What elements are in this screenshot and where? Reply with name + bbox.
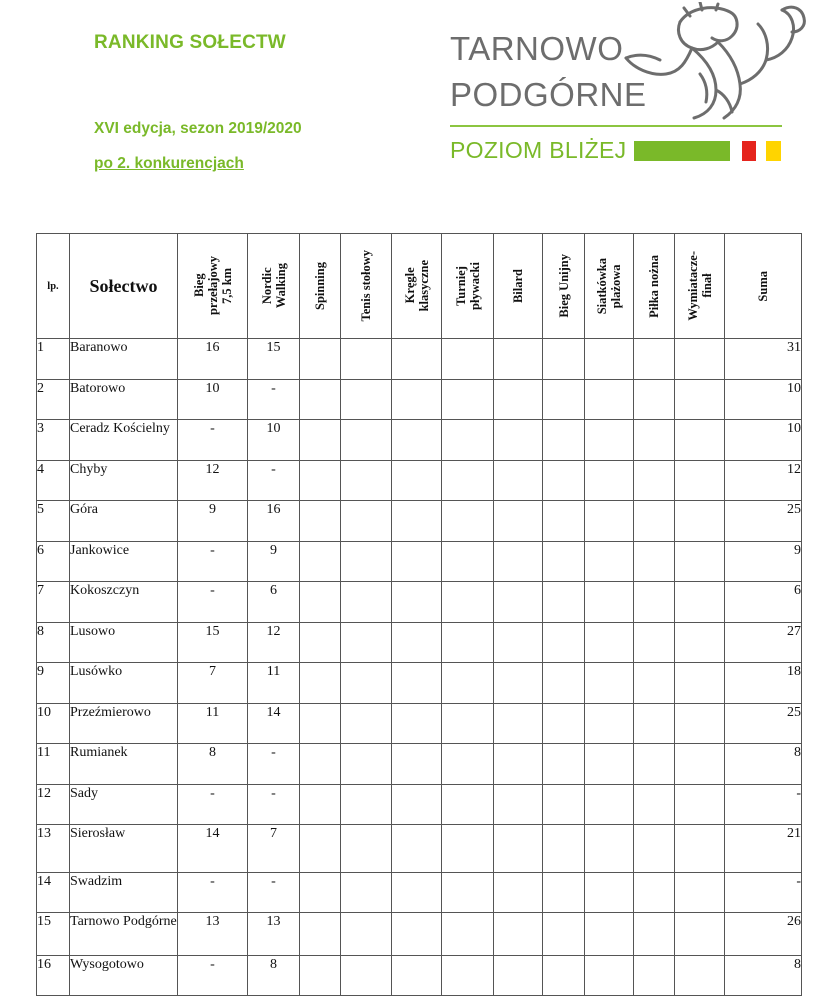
row-score: 15: [248, 339, 300, 380]
row-score: [675, 744, 725, 785]
header-event: Tenis stołowy: [341, 234, 392, 339]
row-score: 9: [248, 542, 300, 582]
row-score: [442, 913, 494, 956]
row-score: 10: [178, 380, 248, 420]
row-score: [675, 582, 725, 623]
row-score: [392, 420, 442, 461]
table-row: [37, 956, 802, 996]
row-sum: 27: [725, 623, 802, 663]
table-row: [37, 380, 802, 420]
row-score: [585, 339, 634, 380]
row-score: 7: [248, 825, 300, 873]
row-score: [442, 582, 494, 623]
logo-red-square: [742, 141, 756, 161]
header-event: Nordic Walking: [248, 234, 300, 339]
row-score: [494, 542, 543, 582]
row-score: [634, 461, 675, 501]
header-event: Siatkówka plażowa: [585, 234, 634, 339]
row-score: [543, 420, 585, 461]
table-row: [37, 744, 802, 785]
row-score: [341, 825, 392, 873]
row-score: [585, 825, 634, 873]
table-body: [37, 339, 802, 996]
row-solectwo: Batorowo: [70, 380, 178, 420]
header-event: Turniej pływacki: [442, 234, 494, 339]
row-score: [634, 542, 675, 582]
row-score: [543, 663, 585, 704]
row-score: 16: [248, 501, 300, 542]
row-solectwo: Sierosław: [70, 825, 178, 873]
row-score: [585, 501, 634, 542]
table-row: [37, 420, 802, 461]
table-row: [37, 704, 802, 744]
row-score: [543, 501, 585, 542]
row-score: [300, 663, 341, 704]
row-score: [494, 744, 543, 785]
row-score: [494, 582, 543, 623]
row-score: [634, 582, 675, 623]
row-score: [341, 873, 392, 913]
row-score: -: [248, 380, 300, 420]
row-sum: 18: [725, 663, 802, 704]
row-score: [392, 704, 442, 744]
row-score: [543, 704, 585, 744]
row-solectwo: Przeźmierowo: [70, 704, 178, 744]
row-score: [675, 380, 725, 420]
row-score: [675, 873, 725, 913]
row-lp: 16: [37, 956, 70, 996]
row-score: 12: [248, 623, 300, 663]
row-score: [585, 663, 634, 704]
row-sum: 25: [725, 501, 802, 542]
row-score: [300, 825, 341, 873]
logo-text-tarnowo: TARNOWO: [450, 30, 624, 67]
header-event: Wymiatacze- finał: [675, 234, 725, 339]
row-lp: 12: [37, 785, 70, 825]
row-score: [634, 663, 675, 704]
row-score: [634, 785, 675, 825]
row-score: [341, 785, 392, 825]
row-score: [634, 704, 675, 744]
row-score: [300, 461, 341, 501]
row-score: [392, 873, 442, 913]
row-score: [543, 461, 585, 501]
row-score: [494, 663, 543, 704]
logo-slogan: POZIOM BLIŻEJ: [450, 137, 627, 163]
logo-divider: [450, 125, 782, 127]
row-score: -: [248, 873, 300, 913]
row-score: [341, 339, 392, 380]
row-score: [341, 913, 392, 956]
row-score: [675, 663, 725, 704]
row-score: [675, 623, 725, 663]
logo-green-bar: [634, 141, 730, 161]
row-sum: 10: [725, 420, 802, 461]
row-score: [392, 380, 442, 420]
row-sum: 10: [725, 380, 802, 420]
row-lp: 4: [37, 461, 70, 501]
row-score: -: [248, 785, 300, 825]
row-score: [494, 956, 543, 996]
row-sum: 26: [725, 913, 802, 956]
row-score: [675, 420, 725, 461]
row-score: [585, 582, 634, 623]
row-sum: 31: [725, 339, 802, 380]
row-solectwo: Lusówko: [70, 663, 178, 704]
row-score: [341, 744, 392, 785]
row-score: [300, 582, 341, 623]
row-solectwo: Swadzim: [70, 873, 178, 913]
row-score: [675, 461, 725, 501]
row-score: 8: [178, 744, 248, 785]
row-score: [634, 744, 675, 785]
row-score: [392, 582, 442, 623]
row-score: [675, 339, 725, 380]
row-score: [392, 663, 442, 704]
row-score: [543, 623, 585, 663]
row-score: -: [178, 542, 248, 582]
row-score: [392, 461, 442, 501]
row-score: 15: [178, 623, 248, 663]
row-score: [442, 956, 494, 996]
row-score: [543, 913, 585, 956]
header-event: Bieg przełajowy 7,5 km: [178, 234, 248, 339]
row-score: [300, 704, 341, 744]
row-score: 10: [248, 420, 300, 461]
row-score: 14: [248, 704, 300, 744]
row-score: [543, 542, 585, 582]
row-solectwo: Chyby: [70, 461, 178, 501]
row-score: -: [178, 873, 248, 913]
row-score: [585, 380, 634, 420]
row-score: [634, 420, 675, 461]
table-row: [37, 663, 802, 704]
row-solectwo: Baranowo: [70, 339, 178, 380]
header-event: Kręgle klasyczne: [392, 234, 442, 339]
row-lp: 13: [37, 825, 70, 873]
row-score: [585, 704, 634, 744]
row-score: [585, 785, 634, 825]
row-lp: 1: [37, 339, 70, 380]
lion-icon: [620, 2, 808, 122]
row-score: -: [248, 744, 300, 785]
row-score: [675, 501, 725, 542]
row-solectwo: Lusowo: [70, 623, 178, 663]
row-lp: 7: [37, 582, 70, 623]
row-score: [341, 380, 392, 420]
stage-subtitle: po 2. konkurencjach: [94, 155, 244, 172]
logo-yellow-square: [766, 141, 781, 161]
row-score: [634, 501, 675, 542]
row-score: [300, 956, 341, 996]
row-score: [392, 913, 442, 956]
table-row: [37, 461, 802, 501]
row-score: [494, 339, 543, 380]
row-lp: 14: [37, 873, 70, 913]
row-lp: 8: [37, 623, 70, 663]
row-score: [585, 420, 634, 461]
row-score: [392, 785, 442, 825]
row-score: [494, 380, 543, 420]
header-event: Bieg Unijny: [543, 234, 585, 339]
row-score: [300, 623, 341, 663]
table-row: [37, 785, 802, 825]
row-score: [442, 542, 494, 582]
row-score: [442, 420, 494, 461]
row-score: [392, 623, 442, 663]
header-event: Spinning: [300, 234, 341, 339]
row-score: [675, 542, 725, 582]
row-score: 9: [178, 501, 248, 542]
row-sum: 25: [725, 704, 802, 744]
row-score: [300, 744, 341, 785]
row-score: [300, 542, 341, 582]
row-solectwo: Kokoszczyn: [70, 582, 178, 623]
row-score: [675, 956, 725, 996]
row-score: 13: [178, 913, 248, 956]
row-score: [341, 956, 392, 996]
ranking-table: [36, 233, 802, 996]
row-solectwo: Tarnowo Podgórne: [70, 913, 178, 956]
row-sum: 8: [725, 956, 802, 996]
row-score: [442, 663, 494, 704]
row-score: [442, 704, 494, 744]
row-score: [392, 542, 442, 582]
row-score: [494, 913, 543, 956]
row-score: [442, 744, 494, 785]
row-lp: 11: [37, 744, 70, 785]
row-score: [675, 913, 725, 956]
header-suma: Suma: [725, 234, 802, 339]
row-score: [392, 339, 442, 380]
header-solectwo: Sołectwo: [70, 234, 178, 339]
row-score: -: [178, 956, 248, 996]
row-score: [442, 623, 494, 663]
row-score: [543, 339, 585, 380]
row-score: [675, 785, 725, 825]
row-score: [634, 339, 675, 380]
row-score: [300, 501, 341, 542]
row-lp: 10: [37, 704, 70, 744]
row-score: [442, 461, 494, 501]
row-score: -: [248, 461, 300, 501]
row-score: [494, 461, 543, 501]
row-score: [543, 744, 585, 785]
row-score: [585, 542, 634, 582]
row-score: [543, 380, 585, 420]
table-row: [37, 913, 802, 956]
row-score: 6: [248, 582, 300, 623]
row-score: [392, 956, 442, 996]
row-score: [300, 339, 341, 380]
row-sum: 12: [725, 461, 802, 501]
row-score: -: [178, 582, 248, 623]
row-score: [634, 623, 675, 663]
row-score: [341, 704, 392, 744]
row-solectwo: Jankowice: [70, 542, 178, 582]
row-lp: 5: [37, 501, 70, 542]
row-score: [585, 461, 634, 501]
table-row: [37, 501, 802, 542]
row-score: [300, 873, 341, 913]
row-score: [442, 501, 494, 542]
row-sum: 6: [725, 582, 802, 623]
row-solectwo: Sady: [70, 785, 178, 825]
row-score: [300, 420, 341, 461]
row-score: [392, 825, 442, 873]
row-score: [675, 704, 725, 744]
table-row: [37, 873, 802, 913]
row-score: [341, 542, 392, 582]
row-score: [341, 663, 392, 704]
row-sum: -: [725, 785, 802, 825]
row-score: [543, 873, 585, 913]
header-event: Bilard: [494, 234, 543, 339]
row-score: [494, 420, 543, 461]
row-score: [585, 623, 634, 663]
row-score: [300, 913, 341, 956]
row-score: [634, 913, 675, 956]
row-score: [494, 873, 543, 913]
row-score: [442, 873, 494, 913]
row-score: 13: [248, 913, 300, 956]
table-header-row: [37, 234, 802, 339]
row-solectwo: Rumianek: [70, 744, 178, 785]
table-row: [37, 542, 802, 582]
row-sum: 8: [725, 744, 802, 785]
row-score: [494, 785, 543, 825]
row-score: 14: [178, 825, 248, 873]
row-solectwo: Góra: [70, 501, 178, 542]
row-score: [442, 339, 494, 380]
row-score: [543, 956, 585, 996]
row-lp: 15: [37, 913, 70, 956]
table-row: [37, 825, 802, 873]
row-sum: 21: [725, 825, 802, 873]
row-score: [392, 501, 442, 542]
row-score: 11: [178, 704, 248, 744]
row-score: -: [178, 420, 248, 461]
row-score: [494, 825, 543, 873]
row-score: 8: [248, 956, 300, 996]
row-score: [341, 582, 392, 623]
row-score: [585, 873, 634, 913]
edition-subtitle: XVI edycja, sezon 2019/2020: [94, 120, 302, 137]
row-lp: 9: [37, 663, 70, 704]
row-score: [634, 380, 675, 420]
row-solectwo: Ceradz Kościelny: [70, 420, 178, 461]
row-sum: 9: [725, 542, 802, 582]
row-score: 12: [178, 461, 248, 501]
row-score: [392, 744, 442, 785]
header-lp: lp.: [37, 234, 70, 339]
row-score: [543, 785, 585, 825]
table-row: [37, 623, 802, 663]
row-score: [341, 461, 392, 501]
table-row: [37, 582, 802, 623]
row-lp: 2: [37, 380, 70, 420]
row-score: [442, 380, 494, 420]
row-score: 16: [178, 339, 248, 380]
row-score: [585, 956, 634, 996]
row-score: 11: [248, 663, 300, 704]
row-solectwo: Wysogotowo: [70, 956, 178, 996]
row-score: [634, 825, 675, 873]
row-score: [341, 501, 392, 542]
logo-text-podgorne: PODGÓRNE: [450, 76, 647, 113]
table-row: [37, 339, 802, 380]
row-score: [543, 582, 585, 623]
row-score: [341, 420, 392, 461]
row-sum: -: [725, 873, 802, 913]
row-score: [300, 785, 341, 825]
row-score: [543, 825, 585, 873]
row-score: [341, 623, 392, 663]
row-score: [494, 501, 543, 542]
row-score: [494, 704, 543, 744]
row-score: [442, 825, 494, 873]
row-score: -: [178, 785, 248, 825]
row-score: [494, 623, 543, 663]
row-score: 7: [178, 663, 248, 704]
row-score: [634, 873, 675, 913]
ranking-title: RANKING SOŁECTW: [94, 32, 286, 53]
header-event: Piłka nożna: [634, 234, 675, 339]
row-lp: 6: [37, 542, 70, 582]
row-score: [634, 956, 675, 996]
row-score: [585, 744, 634, 785]
row-score: [300, 380, 341, 420]
row-score: [442, 785, 494, 825]
row-lp: 3: [37, 420, 70, 461]
row-score: [675, 825, 725, 873]
row-score: [585, 913, 634, 956]
